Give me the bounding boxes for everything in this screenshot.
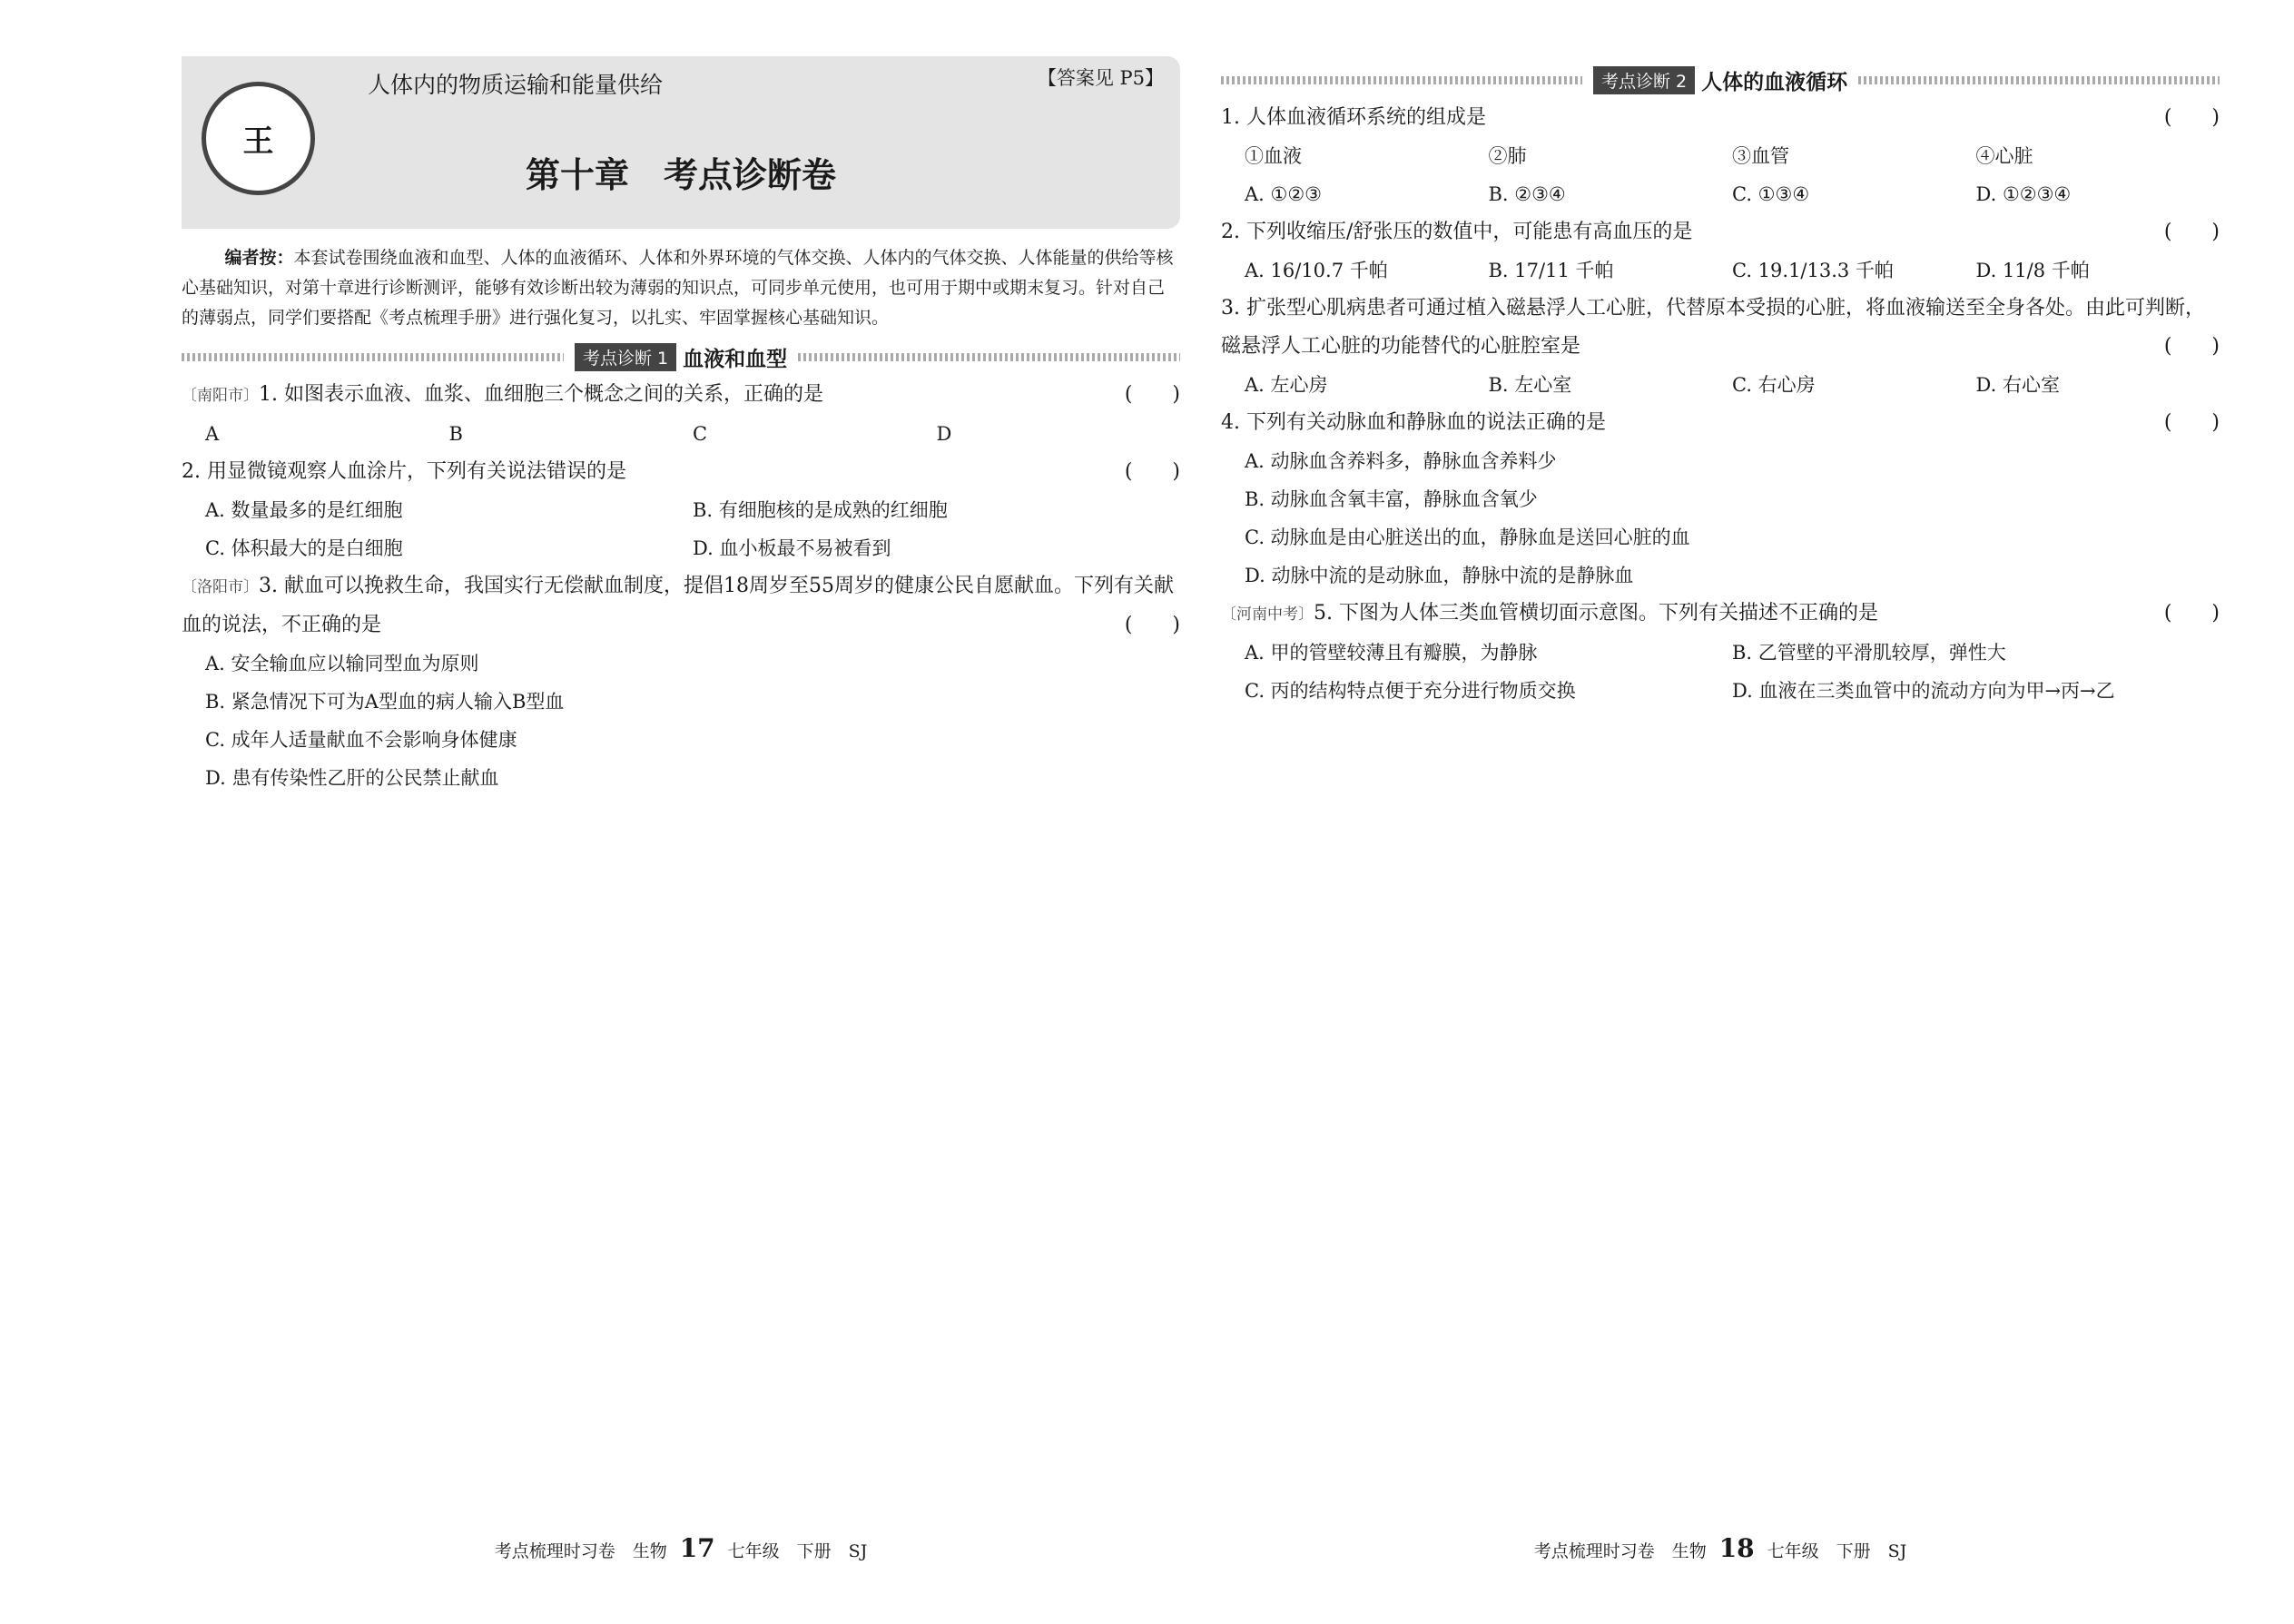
question-stem: 2. 用显微镜观察人血涂片，下列有关说法错误的是 <box>182 460 626 483</box>
option: D. ①②③④ <box>1975 183 2072 205</box>
unit-topic: 人体内的物质运输和能量供给 <box>368 72 664 98</box>
option: B. 左心室 <box>1488 374 1572 396</box>
option: C. ①③④ <box>1732 183 1810 205</box>
right-page <box>1221 56 2220 1563</box>
footer-tail: 七年级 下册 SJ <box>727 1541 868 1561</box>
item: ①血液 <box>1245 145 1302 167</box>
answer-paren: ( ) <box>2163 335 2220 358</box>
option: B. 乙管壁的平滑肌较厚，弹性大 <box>1732 642 2006 664</box>
page-footer <box>1221 1533 2220 1563</box>
option: B. 17/11 千帕 <box>1488 260 1614 281</box>
question-r1-items <box>1221 137 2220 175</box>
question-stem: 4. 下列有关动脉血和静脉血的说法正确的是 <box>1221 411 1606 434</box>
answer-paren: ( ) <box>1124 383 1180 406</box>
option: A. 安全输血应以输同型血为原则 <box>205 653 479 674</box>
page-footer <box>182 1533 1180 1563</box>
option: A. 左心房 <box>1245 374 1328 396</box>
left-page <box>182 56 1180 1563</box>
question-3-options <box>182 645 1180 797</box>
question-r1-options <box>1221 175 2220 213</box>
answer-paren: ( ) <box>1124 460 1180 483</box>
question-stem: 3. 扩张型心肌病患者可通过植入磁悬浮人工心脏，代替原本受损的心脏，将血液输送至全身各处。由此可判断，磁悬浮人工心脏的功能替代的心脏腔室是 <box>1221 297 2205 358</box>
option: B. 紧急情况下可为A型血的病人输入B型血 <box>205 691 565 713</box>
option: D. 血液在三类血管中的流动方向为甲→丙→乙 <box>1732 680 2115 702</box>
question-r1 <box>1221 99 2220 137</box>
item: ④心脏 <box>1975 145 2033 167</box>
option: C <box>693 423 708 445</box>
answer-paren: ( ) <box>2163 221 2220 243</box>
editor-note <box>182 243 1180 333</box>
question-stem: 1. 如图表示血液、血浆、血细胞三个概念之间的关系，正确的是 <box>259 383 823 406</box>
question-source: 〔河南中考〕 <box>1221 605 1314 624</box>
question-source: 〔洛阳市〕 <box>182 578 259 596</box>
page-number: 18 <box>1718 1533 1755 1563</box>
question-source: 〔南阳市〕 <box>182 387 259 405</box>
option: A. 16/10.7 千帕 <box>1245 260 1388 281</box>
question-stem: 2. 下列收缩压/舒张压的数值中，可能患有高血压的是 <box>1221 221 1693 243</box>
section-tag: 考点诊断 2 <box>1593 66 1695 94</box>
question-r3-options <box>1221 366 2220 404</box>
section-banner-2 <box>1221 65 2220 95</box>
option: D. 患有传染性乙肝的公民禁止献血 <box>205 767 499 789</box>
section-banner-1 <box>182 342 1180 372</box>
option: C. 成年人适量献血不会影响身体健康 <box>205 729 517 751</box>
item: ②肺 <box>1488 145 1527 167</box>
option: A. 数量最多的是红细胞 <box>205 499 403 521</box>
answer-paren: ( ) <box>1124 614 1180 636</box>
page-number: 17 <box>679 1533 715 1563</box>
option: C. 丙的结构特点便于充分进行物质交换 <box>1245 680 1576 702</box>
option: B. 有细胞核的是成熟的红细胞 <box>693 499 948 521</box>
editor-note-label: 编者按： <box>224 248 294 268</box>
question-2 <box>182 453 1180 491</box>
section-title: 人体的血液循环 <box>1701 71 1848 94</box>
question-stem: 3. 献血可以挽救生命，我国实行无偿献血制度，提倡18周岁至55周岁的健康公民自愿献血。下列有关献血的说法，不正确的是 <box>182 575 1174 636</box>
item: ③血管 <box>1732 145 1789 167</box>
option: C. 19.1/13.3 千帕 <box>1732 260 1894 281</box>
question-stem: 1. 人体血液循环系统的组成是 <box>1221 106 1486 129</box>
question-3 <box>182 567 1180 645</box>
option: D <box>936 423 952 445</box>
answer-reference: 【答案见 P5】 <box>1037 67 1164 89</box>
option: D. 11/8 千帕 <box>1975 260 2090 281</box>
question-r5 <box>1221 595 2220 634</box>
option: D. 右心室 <box>1975 374 2060 396</box>
question-r2 <box>1221 213 2220 251</box>
question-2-options <box>182 491 1180 567</box>
question-1-options <box>182 415 1180 453</box>
option: B <box>448 423 463 445</box>
question-r4 <box>1221 404 2220 442</box>
option: A. 动脉血含养料多，静脉血含养料少 <box>1245 450 1557 472</box>
question-r2-options <box>1221 251 2220 290</box>
answer-paren: ( ) <box>2163 106 2220 129</box>
question-r5-options <box>1221 634 2220 710</box>
chapter-header <box>182 56 1180 229</box>
brand-logo: 王 <box>202 82 315 195</box>
footer-tail: 七年级 下册 SJ <box>1767 1541 1907 1561</box>
answer-paren: ( ) <box>2163 602 2220 625</box>
editor-note-text: 本套试卷围绕血液和血型、人体的血液循环、人体和外界环境的气体交换、人体内的气体交换、人体能量的供给等核心基础知识，对第十章进行诊断测评，能够有效诊断出较为薄弱的知识点，可同步单元使用，也可用于期中或期末复习。针对自己的薄弱点，同学们要搭配《考点梳理手册》进行强化复习，以扎实、牢固掌握核心基础知识。 <box>182 248 1174 328</box>
question-r3 <box>1221 290 2220 366</box>
footer-text: 考点梳理时习卷 生物 <box>1533 1541 1707 1561</box>
footer-text: 考点梳理时习卷 生物 <box>494 1541 667 1561</box>
option: C. 动脉血是由心脏送出的血，静脉血是送回心脏的血 <box>1245 527 1690 548</box>
option: A. 甲的管壁较薄且有瓣膜，为静脉 <box>1245 642 1538 664</box>
chapter-title: 第十章 考点诊断卷 <box>525 155 836 195</box>
section-tag: 考点诊断 1 <box>575 343 676 371</box>
option: C. 体积最大的是白细胞 <box>205 537 403 559</box>
answer-paren: ( ) <box>2163 411 2220 434</box>
question-r4-options <box>1221 442 2220 595</box>
option: C. 右心房 <box>1732 374 1816 396</box>
section-title: 血液和血型 <box>683 348 788 371</box>
option: A. ①②③ <box>1245 183 1322 205</box>
option: D. 动脉中流的是动脉血，静脉中流的是静脉血 <box>1245 565 1634 586</box>
question-stem: 5. 下图为人体三类血管横切面示意图。下列有关描述不正确的是 <box>1314 602 1878 625</box>
option: D. 血小板最不易被看到 <box>693 537 891 559</box>
option: B. 动脉血含氧丰富，静脉血含氧少 <box>1245 488 1538 510</box>
option: B. ②③④ <box>1488 183 1566 205</box>
option: A <box>205 423 220 445</box>
question-1 <box>182 376 1180 415</box>
